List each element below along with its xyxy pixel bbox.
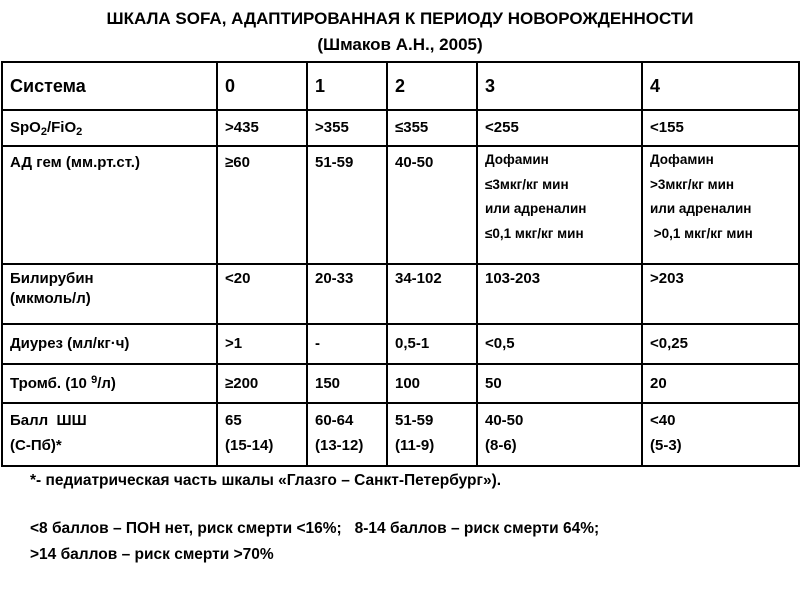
table-cell: 60-64 (13-12) xyxy=(307,403,387,466)
table-cell: 51-59 xyxy=(307,146,387,264)
cell-line: ≤3мкг/кг мин xyxy=(485,176,569,192)
table-cell: 40-50 xyxy=(387,146,477,264)
risk-note-line2: >14 баллов – риск смерти >70% xyxy=(30,546,274,563)
row-label: Билирубин (мкмоль/л) xyxy=(2,264,217,324)
footnote: *- педиатрическая часть шкалы «Глазго – Санкт-Петербург»). xyxy=(30,472,502,489)
header-cell: 0 xyxy=(217,62,307,110)
table-cell: <40 (5-3) xyxy=(642,403,799,466)
table-row xyxy=(2,324,799,364)
cell-line: Дофамин xyxy=(650,152,714,167)
page-title: ШКАЛА SOFA, АДАПТИРОВАННАЯ К ПЕРИОДУ НОВОРОЖДЕННОСТИ xyxy=(106,9,694,28)
header-cell: 2 xyxy=(387,62,477,110)
cell-line: или адреналин xyxy=(650,201,752,216)
table-cell: 40-50 (8-6) xyxy=(477,403,642,466)
row-label: Балл ШШ (С-Пб)* xyxy=(2,403,217,466)
row-label: АД гем (мм.рт.ст.) xyxy=(2,146,217,264)
table-cell: 103-203 xyxy=(477,264,642,324)
table-cell: <0,25 xyxy=(642,324,799,364)
row-label: Диурез (мл/кг·ч) xyxy=(2,324,217,364)
table-cell: 100 xyxy=(387,364,477,403)
table-cell: 50 xyxy=(477,364,642,403)
table-row xyxy=(2,110,799,146)
table-cell: >435 xyxy=(217,110,307,146)
table-cell: <155 xyxy=(642,110,799,146)
table-cell: 0,5-1 xyxy=(387,324,477,364)
table-cell: >1 xyxy=(217,324,307,364)
table-cell: 65 (15-14) xyxy=(217,403,307,466)
cell-line: Дофамин xyxy=(485,152,549,167)
table-cell: 20 xyxy=(642,364,799,403)
table-cell: <0,5 xyxy=(477,324,642,364)
table-row xyxy=(2,264,799,324)
header-cell: 3 xyxy=(477,62,642,110)
table-cell: - xyxy=(307,324,387,364)
cell-line: >0,1 мкг/кг мин xyxy=(650,225,753,241)
table-cell: 150 xyxy=(307,364,387,403)
cell-line: или адреналин xyxy=(485,201,587,216)
header-cell: 1 xyxy=(307,62,387,110)
table-cell: 20-33 xyxy=(307,264,387,324)
header-cell: Система xyxy=(2,62,217,110)
table-row xyxy=(2,146,799,264)
table-cell: <20 xyxy=(217,264,307,324)
table-cell: >203 xyxy=(642,264,799,324)
table-cell: 51-59 (11-9) xyxy=(387,403,477,466)
table-cell xyxy=(477,146,642,264)
table-cell: 34-102 xyxy=(387,264,477,324)
table-cell: ≥60 xyxy=(217,146,307,264)
table-cell: >355 xyxy=(307,110,387,146)
table-header-row xyxy=(2,62,799,110)
table-cell: ≥200 xyxy=(217,364,307,403)
table-cell xyxy=(642,146,799,264)
cell-line: ≤0,1 мкг/кг мин xyxy=(485,225,584,241)
table-cell: ≤355 xyxy=(387,110,477,146)
header-cell: 4 xyxy=(642,62,799,110)
row-label: Тромб. (10 $^9$/л) xyxy=(2,364,217,403)
table-cell: <255 xyxy=(477,110,642,146)
row-label: SpO$_2$/FiO$_2$ xyxy=(2,110,217,146)
page-subtitle: (Шмаков А.Н., 2005) xyxy=(317,35,483,54)
sofa-table xyxy=(1,61,800,467)
table-row xyxy=(2,403,799,466)
cell-line: >3мкг/кг мин xyxy=(650,176,735,192)
table-row xyxy=(2,364,799,403)
risk-note-line1: <8 баллов – ПОН нет, риск смерти <16%; 8-14 баллов – риск смерти 64%; xyxy=(30,520,600,537)
